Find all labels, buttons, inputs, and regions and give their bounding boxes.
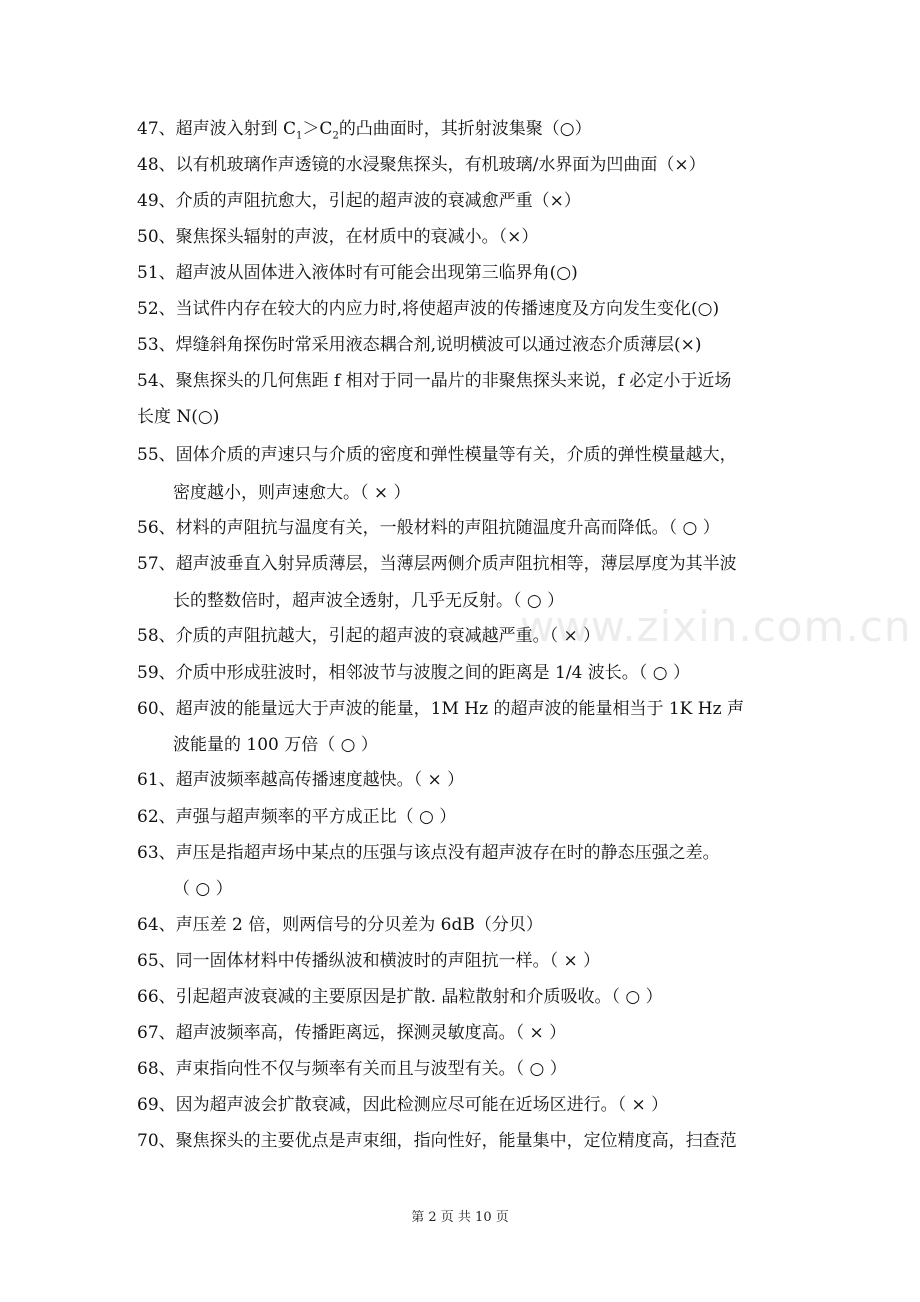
question-47: 47、超声波入射到 $C_1>C_2$的凸曲面时，其折射波集聚（○） [137, 119, 592, 142]
page-footer: 第 2 页 共 10 页 [411, 1210, 509, 1225]
question-57: 57、超声波垂直入射异质薄层，当薄层两侧介质声阻抗相等，薄层厚度为其半波 [137, 554, 737, 574]
question-52: 52、当试件内存在较大的内应力时,将使超声波的传播速度及方向发生变化(○) [137, 299, 720, 319]
question-53: 53、焊缝斜角探伤时常采用液态耦合剂,说明横波可以通过液态介质薄层(×) [137, 335, 702, 355]
question-48: 48、以有机玻璃作声透镜的水浸聚焦探头，有机玻璃/水界面为凹曲面（×） [137, 155, 706, 175]
question-58: 58、介质的声阻抗越大，引起的超声波的衰减越严重。（ × ） [137, 626, 601, 646]
question-54-continued: 长度 N(○) [137, 407, 220, 427]
question-60: 60、超声波的能量远大于声波的能量，1M Hz 的超声波的能量相当于 1K Hz 声 [137, 699, 744, 719]
watermark: www.zixin.com.cn [520, 602, 912, 651]
question-54: 54、聚焦探头的几何焦距 f 相对于同一晶片的非聚焦探头来说，f 必定小于近场 [137, 371, 732, 391]
question-56: 56、材料的声阻抗与温度有关，一般材料的声阻抗随温度升高而降低。（ ○ ） [137, 518, 720, 538]
question-50: 50、聚焦探头辐射的声波，在材质中的衰减小。（×） [137, 227, 539, 247]
question-70: 70、聚焦探头的主要优点是声束细，指向性好，能量集中，定位精度高，扫查范 [137, 1131, 737, 1151]
question-62: 62、声强与超声频率的平方成正比（ ○ ） [137, 807, 457, 827]
question-63-continued: （ ○ ） [173, 879, 233, 899]
question-68: 68、声束指向性不仅与频率有关而且与波型有关。（ ○ ） [137, 1059, 567, 1079]
question-55-continued: 密度越小，则声速愈大。（ × ） [173, 483, 411, 503]
question-69: 69、因为超声波会扩散衰减，因此检测应尽可能在近场区进行。（ × ） [137, 1095, 669, 1115]
question-65: 65、同一固体材料中传播纵波和横波时的声阻抗一样。（ × ） [137, 951, 601, 971]
question-60-continued: 波能量的 100 万倍（ ○ ） [173, 735, 378, 755]
question-57-continued: 长的整数倍时，超声波全透射，几乎无反射。（ ○ ） [173, 591, 565, 611]
question-61: 61、超声波频率越高传播速度越快。（ × ） [137, 770, 465, 790]
question-63: 63、声压是指超声场中某点的压强与该点没有超声波存在时的静态压强之差。 [137, 843, 720, 863]
question-64: 64、声压差 2 倍，则两信号的分贝差为 6dB（分贝） [137, 915, 543, 935]
question-49: 49、介质的声阻抗愈大，引起的超声波的衰减愈严重（×） [137, 191, 581, 211]
question-51: 51、超声波从固体进入液体时有可能会出现第三临界角(○) [137, 263, 578, 283]
question-66: 66、引起超声波衰减的主要原因是扩散. 晶粒散射和介质吸收。（ ○ ） [137, 987, 663, 1007]
question-67: 67、超声波频率高，传播距离远，探测灵敏度高。（ × ） [137, 1023, 567, 1043]
question-59: 59、介质中形成驻波时，相邻波节与波腹之间的距离是 1/4 波长。（ ○ ） [137, 663, 690, 683]
question-55: 55、固体介质的声速只与介质的密度和弹性模量等有关，介质的弹性模量越大， [137, 445, 737, 465]
